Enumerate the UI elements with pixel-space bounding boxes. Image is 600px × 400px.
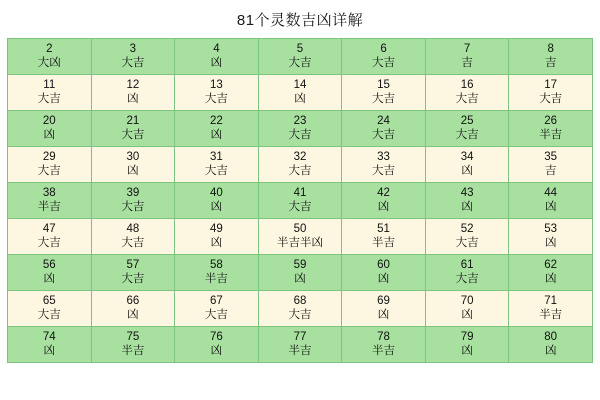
cell-number: 34 (460, 150, 474, 163)
table-cell (91, 39, 175, 75)
cell-label: 凶 (43, 129, 56, 141)
table-cell (8, 75, 92, 111)
table-cell (8, 327, 92, 363)
cell-number: 51 (377, 222, 390, 235)
table-cell (342, 255, 426, 291)
cell-number: 80 (544, 330, 558, 343)
table-body (8, 39, 593, 363)
cell-label: 凶 (43, 345, 56, 357)
cell-label: 大凶 (37, 57, 61, 69)
cell-number: 16 (460, 78, 474, 91)
table-cell (258, 255, 342, 291)
cell-number: 40 (210, 186, 223, 199)
cell-number: 24 (377, 114, 390, 127)
table-cell (258, 39, 342, 75)
table-cell (258, 183, 342, 219)
table-row (8, 39, 593, 75)
cell-label: 大吉 (121, 273, 145, 285)
cell-number: 60 (377, 258, 390, 271)
cell-number: 7 (463, 42, 471, 55)
cell-number: 38 (42, 186, 56, 199)
cell-number: 49 (210, 222, 223, 235)
cell-number: 21 (126, 114, 140, 127)
table-cell (8, 39, 92, 75)
table-cell (8, 183, 92, 219)
cell-number: 30 (126, 150, 140, 163)
cell-label: 大吉 (455, 129, 479, 141)
cell-number: 26 (544, 114, 558, 127)
table-cell (175, 147, 259, 183)
cell-label: 半吉 (539, 129, 563, 141)
cell-number: 70 (460, 294, 474, 307)
cell-number: 48 (126, 222, 140, 235)
cell-label: 凶 (461, 165, 473, 177)
table-cell (175, 255, 259, 291)
cell-number: 23 (293, 114, 307, 127)
table-row (8, 111, 593, 147)
cell-label: 大吉 (37, 165, 61, 177)
table-cell (342, 75, 426, 111)
cell-label: 凶 (210, 129, 223, 141)
cell-label: 大吉 (372, 165, 396, 177)
cell-number: 41 (293, 186, 307, 199)
cell-label: 凶 (210, 201, 223, 213)
table-cell (342, 111, 426, 147)
cell-label: 凶 (294, 273, 306, 285)
table-cell (509, 327, 593, 363)
cell-label: 凶 (127, 165, 139, 177)
cell-number: 59 (293, 258, 307, 271)
cell-label: 凶 (210, 237, 223, 249)
cell-label: 大吉 (539, 93, 563, 105)
cell-label: 凶 (210, 57, 223, 69)
table-row (8, 291, 593, 327)
table-cell (175, 39, 259, 75)
table-cell (91, 255, 175, 291)
cell-number: 31 (210, 150, 223, 163)
cell-label: 凶 (294, 93, 306, 105)
table-row (8, 183, 593, 219)
cell-label: 半吉 (539, 309, 563, 321)
cell-label: 大吉 (288, 165, 312, 177)
cell-number: 4 (213, 42, 220, 55)
cell-label: 凶 (43, 273, 56, 285)
cell-label: 大吉 (455, 237, 479, 249)
table-cell (425, 75, 509, 111)
cell-label: 大吉 (204, 309, 228, 321)
cell-number: 20 (42, 114, 56, 127)
cell-number: 76 (210, 330, 223, 343)
table-cell (342, 183, 426, 219)
cell-number: 62 (544, 258, 558, 271)
table-row (8, 327, 593, 363)
cell-label: 凶 (544, 237, 557, 249)
table-cell (91, 291, 175, 327)
cell-label: 大吉 (288, 309, 312, 321)
cell-label: 凶 (127, 309, 139, 321)
cell-number: 58 (210, 258, 223, 271)
table-cell (175, 291, 259, 327)
cell-number: 11 (43, 78, 56, 91)
table-cell (342, 327, 426, 363)
cell-label: 大吉 (372, 57, 396, 69)
cell-number: 13 (210, 78, 223, 91)
cell-number: 5 (296, 42, 304, 55)
cell-label: 大吉 (288, 201, 312, 213)
table-cell (91, 327, 175, 363)
cell-label: 半吉 (372, 345, 396, 357)
table-cell (91, 147, 175, 183)
cell-label: 半吉 (372, 237, 396, 249)
table-cell (8, 255, 92, 291)
cell-label: 凶 (544, 345, 557, 357)
table-cell (342, 219, 426, 255)
cell-number: 53 (544, 222, 558, 235)
cell-number: 68 (293, 294, 307, 307)
table-cell (425, 183, 509, 219)
table-cell (342, 147, 426, 183)
table-cell (258, 75, 342, 111)
table-row (8, 255, 593, 291)
table-row (8, 75, 593, 111)
cell-label: 大吉 (204, 93, 228, 105)
table-cell (91, 183, 175, 219)
cell-number: 69 (377, 294, 390, 307)
cell-number: 33 (377, 150, 390, 163)
table-cell (509, 111, 593, 147)
cell-label: 凶 (210, 345, 223, 357)
table-cell (425, 255, 509, 291)
cell-number: 14 (293, 78, 307, 91)
cell-label: 大吉 (37, 93, 61, 105)
cell-label: 凶 (544, 273, 557, 285)
table-cell (425, 111, 509, 147)
cell-number: 32 (293, 150, 307, 163)
cell-number: 56 (42, 258, 56, 271)
cell-label: 大吉 (37, 237, 61, 249)
table-cell (509, 219, 593, 255)
table-cell (258, 291, 342, 327)
cell-label: 大吉 (121, 237, 145, 249)
cell-number: 47 (42, 222, 56, 235)
table-cell (509, 75, 593, 111)
cell-label: 大吉 (455, 273, 479, 285)
table-cell (8, 111, 92, 147)
cell-label: 吉 (544, 165, 557, 177)
cell-number: 57 (126, 258, 140, 271)
cell-number: 39 (126, 186, 140, 199)
cell-number: 67 (210, 294, 223, 307)
cell-number: 75 (126, 330, 140, 343)
cell-number: 44 (544, 186, 558, 199)
cell-number: 35 (544, 150, 558, 163)
cell-label: 半吉 (288, 345, 312, 357)
table-cell (258, 147, 342, 183)
table-cell (425, 39, 509, 75)
cell-label: 大吉 (372, 129, 396, 141)
cell-number: 3 (129, 42, 137, 55)
cell-label: 大吉 (288, 129, 312, 141)
cell-number: 52 (460, 222, 474, 235)
page-title: 81个灵数吉凶详解 (236, 12, 364, 29)
cell-label: 凶 (377, 309, 390, 321)
table-row (8, 219, 593, 255)
table-cell (175, 183, 259, 219)
table-cell (342, 39, 426, 75)
cell-number: 22 (210, 114, 223, 127)
cell-label: 半吉 (204, 273, 228, 285)
table-cell (91, 75, 175, 111)
cell-number: 43 (460, 186, 474, 199)
table-cell (8, 219, 92, 255)
cell-label: 半吉 (121, 345, 145, 357)
table-cell (509, 291, 593, 327)
cell-number: 74 (42, 330, 56, 343)
table-cell (91, 111, 175, 147)
table-cell (8, 291, 92, 327)
table-row (8, 147, 593, 183)
table-cell (425, 147, 509, 183)
cell-number: 61 (460, 258, 474, 271)
table-cell (509, 255, 593, 291)
table-cell (258, 327, 342, 363)
cell-number: 65 (42, 294, 56, 307)
cell-label: 大吉 (288, 57, 312, 69)
cell-number: 12 (126, 78, 140, 91)
cell-number: 25 (460, 114, 474, 127)
cell-number: 29 (42, 150, 56, 163)
cell-label: 凶 (377, 273, 390, 285)
table-cell (175, 327, 259, 363)
table-cell (425, 219, 509, 255)
cell-label: 大吉 (204, 165, 228, 177)
cell-label: 大吉 (455, 93, 479, 105)
cell-label: 凶 (461, 309, 473, 321)
cell-number: 50 (293, 222, 307, 235)
cell-number: 2 (46, 42, 53, 55)
table-cell (425, 327, 509, 363)
cell-number: 71 (544, 294, 558, 307)
table-cell (509, 183, 593, 219)
table-cell (509, 39, 593, 75)
cell-number: 42 (377, 186, 390, 199)
table-cell (91, 219, 175, 255)
cell-label: 大吉 (121, 57, 145, 69)
cell-label: 凶 (377, 201, 390, 213)
cell-label: 凶 (127, 93, 139, 105)
cell-number: 78 (377, 330, 390, 343)
cell-number: 15 (377, 78, 390, 91)
cell-label: 凶 (461, 345, 473, 357)
table-cell (175, 75, 259, 111)
table-cell (425, 291, 509, 327)
cell-number: 6 (380, 42, 387, 55)
cell-label: 大吉 (37, 309, 61, 321)
cell-label: 大吉 (372, 93, 396, 105)
cell-label: 半吉半凶 (276, 237, 323, 249)
cell-label: 凶 (544, 201, 557, 213)
table-cell (342, 291, 426, 327)
table-cell (175, 219, 259, 255)
cell-label: 吉 (461, 57, 473, 69)
cell-number: 17 (544, 78, 558, 91)
table-cell (509, 147, 593, 183)
table-cell (8, 147, 92, 183)
table-cell (258, 111, 342, 147)
table-cell (258, 219, 342, 255)
cell-number: 66 (126, 294, 140, 307)
cell-label: 大吉 (121, 201, 145, 213)
cell-label: 吉 (544, 57, 557, 69)
cell-label: 半吉 (37, 201, 61, 213)
cell-number: 8 (547, 42, 554, 55)
cell-label: 凶 (461, 201, 473, 213)
cell-label: 大吉 (121, 129, 145, 141)
lucky-number-table (7, 38, 593, 363)
cell-number: 79 (460, 330, 474, 343)
table-cell (175, 111, 259, 147)
cell-number: 77 (293, 330, 307, 343)
